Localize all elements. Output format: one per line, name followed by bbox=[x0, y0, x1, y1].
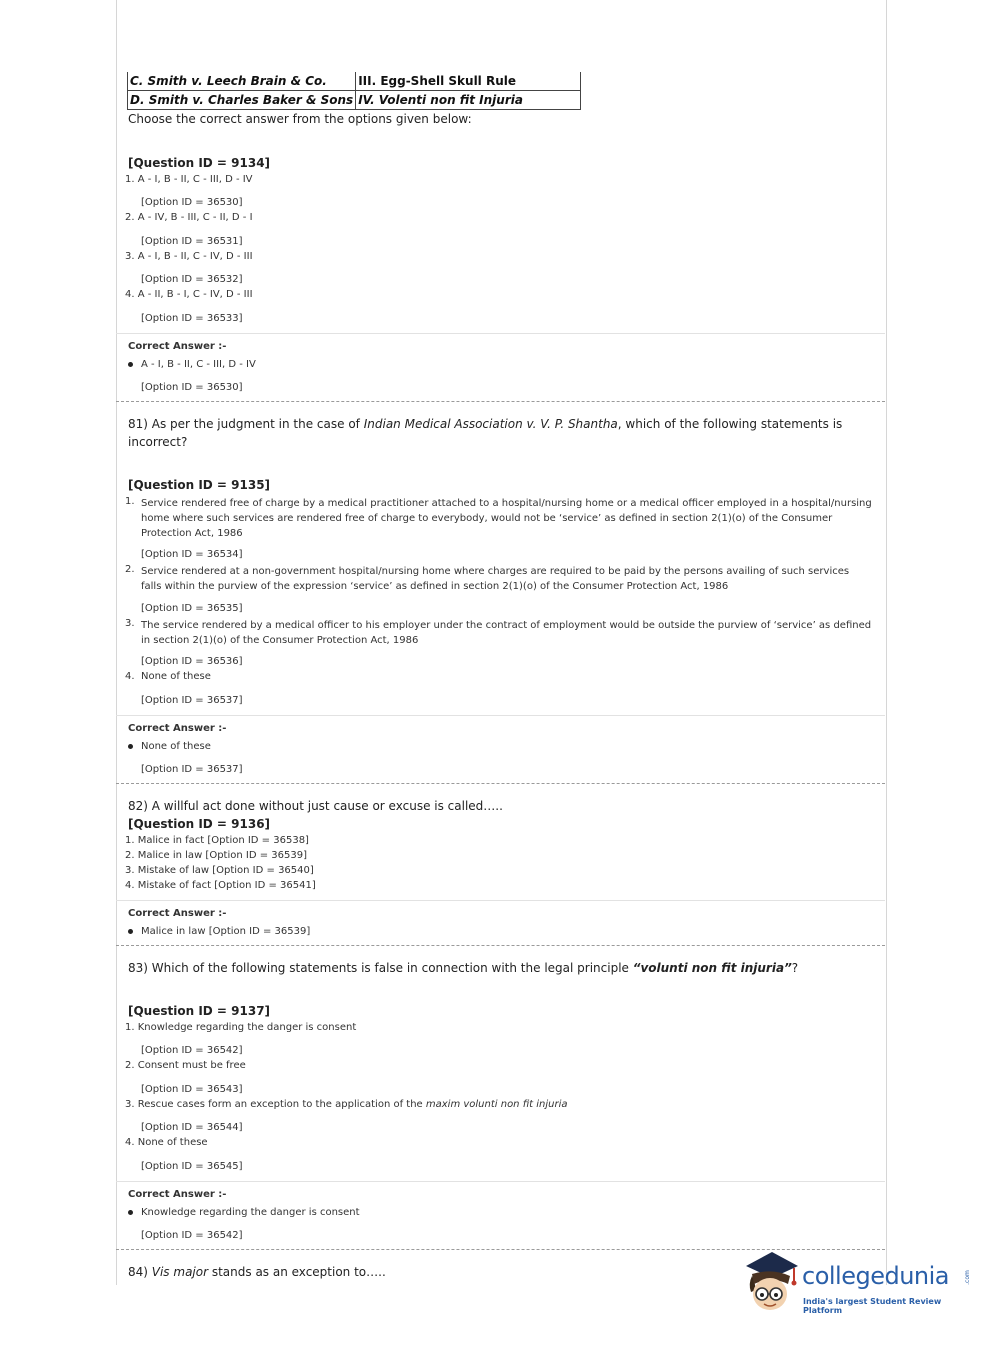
option-id: [Option ID = 36532] bbox=[141, 274, 243, 285]
correct-answer bbox=[128, 359, 256, 370]
correct-answer-text: Knowledge regarding the danger is consent bbox=[141, 1207, 360, 1218]
case-name: Indian Medical Association v. V. P. Shantha bbox=[363, 417, 618, 431]
correct-option-id: [Option ID = 36537] bbox=[141, 764, 243, 775]
question-separator bbox=[116, 401, 885, 402]
option-id: [Option ID = 36544] bbox=[141, 1122, 243, 1133]
option-number: 4. bbox=[125, 671, 135, 682]
option-text: 1. Malice in fact [Option ID = 36538] bbox=[125, 835, 309, 846]
option-text: 4. Mistake of fact [Option ID = 36541] bbox=[125, 880, 316, 891]
option-id: [Option ID = 36530] bbox=[141, 197, 243, 208]
question-number: 84) bbox=[128, 1265, 152, 1279]
correct-answer-text: A - I, B - II, C - III, D - IV bbox=[141, 359, 256, 370]
option-id: [Option ID = 36543] bbox=[141, 1084, 243, 1095]
option-text: Service rendered free of charge by a medical practitioner attached to a hospital/nursing home or a medical officer employed in a hospital/nursing home where such services are rendered free of charge to everybody, would not be ‘service’ as defined in section 2(1)(o) of the Consumer Protection Act, 1986 bbox=[141, 498, 872, 539]
bullet-icon bbox=[128, 362, 133, 367]
section-divider bbox=[116, 715, 885, 716]
correct-answer-text: None of these bbox=[141, 741, 211, 752]
option-text: 2. A - IV, B - III, C - II, D - I bbox=[125, 212, 253, 223]
option-id: [Option ID = 36536] bbox=[141, 656, 243, 667]
option-id: [Option ID = 36533] bbox=[141, 313, 243, 324]
bullet-icon bbox=[128, 929, 133, 934]
match-left-cell: C. Smith v. Leech Brain & Co. bbox=[128, 72, 356, 91]
correct-option-id: [Option ID = 36542] bbox=[141, 1230, 243, 1241]
option-number: 2. bbox=[125, 564, 135, 575]
student-mascot-icon bbox=[742, 1250, 802, 1320]
match-table bbox=[127, 72, 581, 110]
question-prefix: 83) Which of the following statements is false in connection with the legal principle bbox=[128, 961, 633, 975]
question-id: [Question ID = 9135] bbox=[128, 478, 271, 492]
match-right-cell bbox=[356, 91, 581, 110]
section-divider bbox=[116, 900, 885, 901]
principle-name: “volunti non fit injuria” bbox=[632, 961, 792, 975]
section-divider bbox=[116, 333, 885, 334]
logo-tagline: India's largest Student Review Platform bbox=[803, 1297, 942, 1315]
correct-answer bbox=[128, 926, 310, 937]
correct-answer-label: Correct Answer :- bbox=[128, 723, 227, 734]
option-text: 1. A - I, B - II, C - III, D - IV bbox=[125, 174, 253, 185]
question-title bbox=[128, 417, 842, 431]
bullet-icon bbox=[128, 744, 133, 749]
bullet-icon bbox=[128, 1210, 133, 1215]
option-text: 3. Mistake of law [Option ID = 36540] bbox=[125, 865, 314, 876]
logo-com-suffix: .com bbox=[963, 1270, 971, 1285]
question-title bbox=[128, 1265, 386, 1279]
option-id: [Option ID = 36542] bbox=[141, 1045, 243, 1056]
match-left-cell: D. Smith v. Charles Baker & Sons bbox=[128, 91, 356, 110]
option-number: 3. bbox=[125, 618, 135, 629]
match-right-text: IV. Volenti non fit Injuria bbox=[358, 93, 523, 107]
question-italic: Vis major bbox=[151, 1265, 209, 1279]
option-id: [Option ID = 36531] bbox=[141, 236, 243, 247]
option-text: None of these bbox=[141, 671, 211, 682]
option-text: Service rendered at a non-government hospital/nursing home where charges are required to be paid by the persons availing of such services falls within the purview of the expression ‘service’ as defined in section 2(1)(o) of the Consumer Protection Act, 1986 bbox=[141, 566, 850, 592]
question-separator bbox=[116, 783, 885, 784]
question-suffix: , which of the following statements is bbox=[617, 417, 843, 431]
option-id: [Option ID = 36537] bbox=[141, 695, 243, 706]
correct-answer-label: Correct Answer :- bbox=[128, 341, 227, 352]
correct-answer-label: Correct Answer :- bbox=[128, 1189, 227, 1200]
option-text: 2. Malice in law [Option ID = 36539] bbox=[125, 850, 307, 861]
match-row bbox=[128, 72, 581, 91]
option-text: 4. None of these bbox=[125, 1137, 208, 1148]
logo-wordmark: collegedunia bbox=[802, 1262, 950, 1290]
option-id: [Option ID = 36545] bbox=[141, 1161, 243, 1172]
question-id: [Question ID = 9134] bbox=[128, 156, 271, 170]
option-text: 4. A - II, B - I, C - IV, D - III bbox=[125, 289, 253, 300]
question-title-line2: incorrect? bbox=[128, 435, 188, 449]
option-text bbox=[125, 1099, 568, 1110]
option-text-prefix: 3. Rescue cases form an exception to the application of the bbox=[125, 1099, 426, 1110]
option-text: 3. A - I, B - II, C - IV, D - III bbox=[125, 251, 253, 262]
instruction-text: Choose the correct answer from the options given below: bbox=[128, 112, 472, 126]
question-title bbox=[128, 961, 798, 975]
match-row bbox=[128, 91, 581, 110]
question-id: [Question ID = 9136] bbox=[128, 817, 271, 831]
correct-answer-label: Correct Answer :- bbox=[128, 908, 227, 919]
correct-answer bbox=[128, 741, 211, 752]
option-number: 1. bbox=[125, 496, 135, 507]
collegedunia-logo bbox=[742, 1250, 970, 1320]
option-id: [Option ID = 36535] bbox=[141, 603, 243, 614]
question-suffix: ? bbox=[791, 961, 799, 975]
correct-answer bbox=[128, 1207, 360, 1218]
option-text: 2. Consent must be free bbox=[125, 1060, 246, 1071]
question-title: 82) A willful act done without just cause or excuse is called….. bbox=[128, 799, 503, 813]
question-rest: stands as an exception to….. bbox=[208, 1265, 386, 1279]
option-text: The service rendered by a medical officer to his employer under the contract of employment would be outside the purview of ‘service’ as defined in section 2(1)(o) of the Consumer Protection Act, 1986 bbox=[141, 620, 872, 646]
correct-answer-text: Malice in law [Option ID = 36539] bbox=[141, 926, 311, 937]
section-divider bbox=[116, 1181, 885, 1182]
question-id: [Question ID = 9137] bbox=[128, 1004, 271, 1018]
question-prefix: 81) As per the judgment in the case of bbox=[128, 417, 364, 431]
option-text: 1. Knowledge regarding the danger is consent bbox=[125, 1022, 357, 1033]
question-separator bbox=[116, 945, 885, 946]
option-id: [Option ID = 36534] bbox=[141, 549, 243, 560]
option-text-italic: maxim volunti non fit injuria bbox=[425, 1099, 568, 1110]
correct-option-id: [Option ID = 36530] bbox=[141, 382, 243, 393]
match-right-cell: III. Egg-Shell Skull Rule bbox=[356, 72, 581, 91]
